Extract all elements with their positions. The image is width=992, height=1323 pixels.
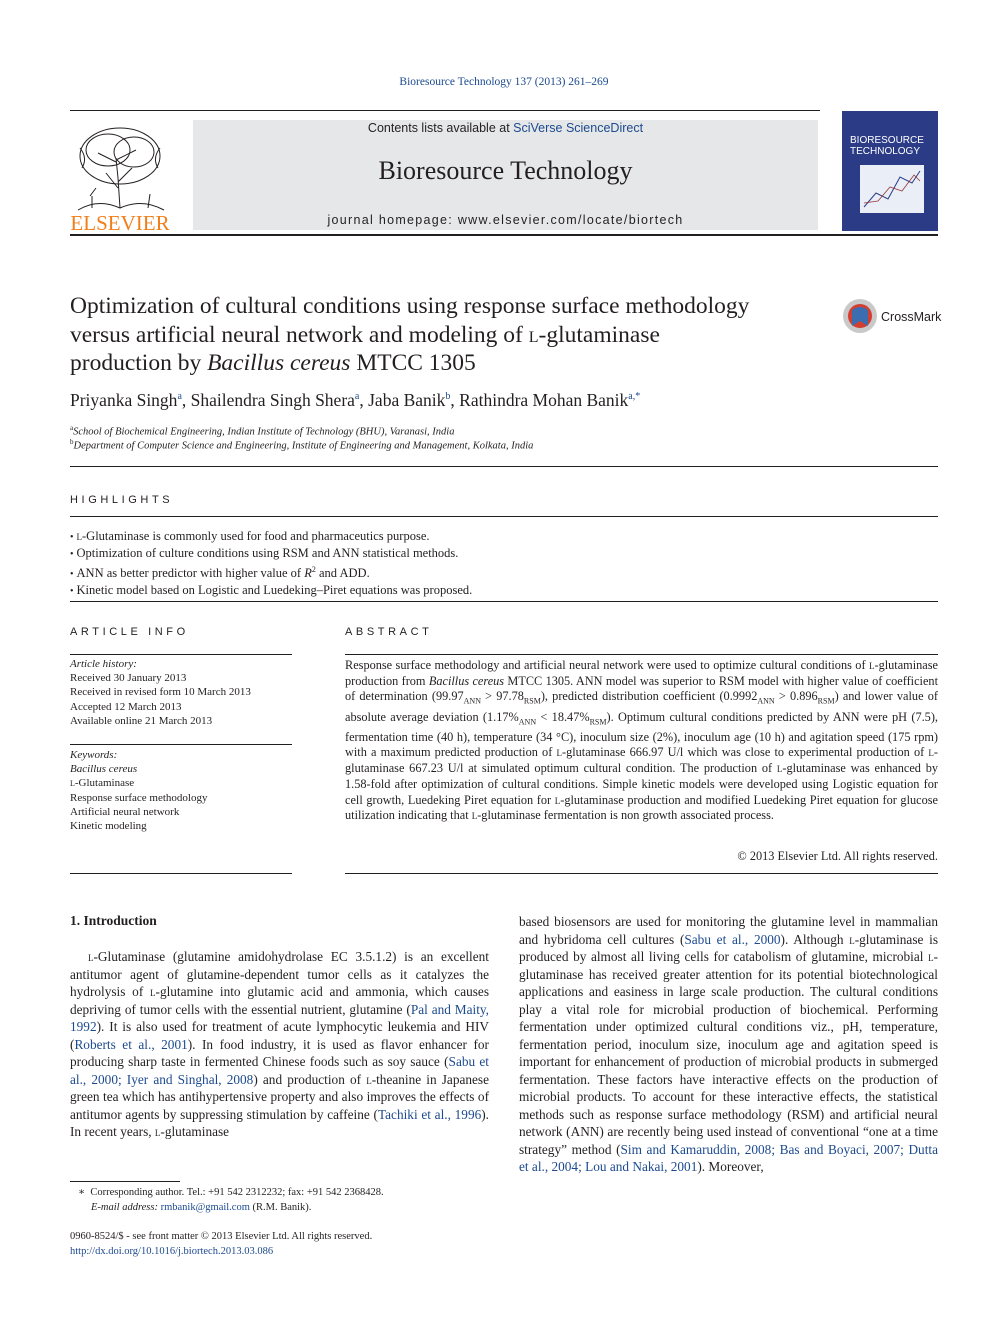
highlight-item [70, 546, 938, 563]
divider [70, 873, 292, 874]
keyword: Kinetic modeling [70, 820, 147, 833]
email-label: E-mail address: [91, 1201, 158, 1213]
affiliation-marker: a [70, 424, 74, 432]
author-affil-marker[interactable]: a,* [628, 391, 641, 403]
history-item: Received in revised form 10 March 2013 [70, 686, 251, 699]
highlight-item [70, 562, 938, 583]
contents-line [193, 121, 818, 135]
cover-title-line2: TECHNOLOGY [850, 146, 921, 157]
highlight-text: and ADD. [315, 566, 370, 581]
doi-link[interactable]: http://dx.doi.org/10.1016/j.biortech.2013.03.086 [70, 1245, 274, 1257]
abstract-text: Response surface methodology and artificial neural network were used to optimize cultural conditions of l-glutaminase production from Bacillus cereus MTCC 1305. ANN model was superior to RSM model with higher value of coefficient of determination $(99.97_{ANN} > 97.78_{RSM})$, predicted distribution coefficient $(0.9992_{ANN} > 0.896_{RSM})$ and lower value of absolute average deviation $(1.17\%_{ANN} < 18.47\%_{RSM})$. Optimum cultural conditions predicted by ANN were pH (7.5), fermentation time (40 h), temperature (34 °C), inoculum size (2%), inoculum age (10 h) and agitation speed (175 rpm) with a maximum predicted production of l-glutaminase 666.97 U/l which was close to experimental production of l-glutaminase 667.23 U/l at simulated optimum cultural condition. The production of l-glutaminase was enhanced by 1.58-fold after optimization of cultural conditions. Simple kinetic models were developed using Logistic equation for cell growth, Luedeking Piret equation for l-glutaminase production and modified Luedeking Piret equation for glucose utilization indicating that l-glutaminase fermentation is non growth associated process. [345, 658, 939, 823]
history-item: Available online 21 March 2013 [70, 714, 213, 727]
author-affil-marker[interactable]: b [445, 391, 451, 403]
affiliation-text: Department of Computer Science and Engineering, Institute of Engineering and Management, Kolkata, India [73, 440, 534, 452]
footnote-text: Corresponding author. Tel.: +91 542 2312232; fax: +91 542 2368428. [90, 1187, 384, 1198]
citation-link[interactable]: Roberts et al., 2001 [74, 1036, 188, 1052]
author-name: Priyanka Singh [70, 390, 178, 410]
corresponding-author-footnote [78, 1186, 498, 1215]
highlight-item [70, 583, 938, 600]
elsevier-wordmark: ELSEVIER [70, 211, 170, 234]
highlights-heading: HIGHLIGHTS [70, 494, 174, 506]
article-info-heading: ARTICLE INFO [70, 626, 189, 638]
email-link[interactable]: rmbanik@gmail.com [160, 1201, 250, 1213]
copyright-notice: © 2013 Elsevier Ltd. All rights reserved. [737, 849, 938, 863]
article-title [70, 292, 830, 378]
introduction-column-right: based biosensors are used for monitoring the glutamine level in mammalian and hybridoma cell cultures (Sabu et al., 2000). Although l-glutaminase is produced by almost all living cells for catabolism of glutamine, microbial l-glutaminase has received greater attention for its potential biotechnological applications and easiness in large scale production. The cultural conditions play a vital role for microbial production of biochemical. Performing fermentation under optimized cultural conditions viz., pH, temperature, fermentation period, inoculum size, inoculum age and agitation speed is important for enhancement of production of microbial products in submerged fermentation. These factors have interactive effects on the production of microbial products. To account for these interactive effects, the statistical methods such as response surface methodology (RSM) and artificial neural network (ANN) are recently being used instead of conventional “one at a time strategy” method (Sim and Kamaruddin, 2008; Bas and Boyaci, 2007; Dutta et al., 2004; Lou and Nakai, 2001). Moreover, [519, 914, 938, 1174]
issn-footer [70, 1230, 490, 1259]
highlight-item [70, 529, 938, 546]
highlight-symbol: R [304, 566, 312, 581]
divider [70, 654, 292, 655]
highlights-list [70, 529, 938, 600]
title-seg: -glutaminase [538, 321, 660, 348]
history-label: Article history: [70, 658, 137, 670]
journal-citation[interactable]: Bioresource Technology 137 (2013) 261–269 [399, 76, 609, 88]
citation-link[interactable]: Tachiki et al., 1996 [377, 1106, 482, 1122]
elsevier-logo [68, 118, 172, 234]
crossmark-label: CrossMark [881, 310, 942, 324]
keyword [70, 776, 292, 790]
author-affil-marker[interactable]: a [177, 391, 182, 403]
issn-text: 0960-8524/$ - see front matter © 2013 Elsevier Ltd. All rights reserved. [70, 1231, 373, 1242]
history-item: Received 30 January 2013 [70, 672, 187, 685]
highlight-text: ANN as better predictor with higher value of [76, 566, 305, 581]
introduction-column-left: l-Glutaminase (glutamine amidohydrolase EC 3.5.1.2) is an excellent antitumor agent of glutamine-dependent tumor cells as it catalyzes the hydrolysis of l-glutamine into glutamic acid and ammonia, which causes depriving of tumor cells with the essential nutrient, glutamine (Pal and Maity, 1992). It is also used for treatment of acute lymphocytic leukemia and HIV (Roberts et al., 2001). In food industry, it is used as flavor enhancer for producing sharp taste in fermented Chinese foods such as soy sauce (Sabu et al., 2000; Iyer and Singhal, 2008) and production of l-theanine in Japanese green tea which has antihypertensive property and also improves the effects of antitumor agents by suppressing stimulation by caffeine (Tachiki et al., 1996). In recent years, l-glutaminase [70, 949, 490, 1139]
journal-homepage[interactable]: journal homepage: www.elsevier.com/locate/biortech [327, 213, 684, 227]
affiliation-marker: b [70, 438, 74, 446]
title-seg: versus artificial neural network and modeling of [70, 321, 529, 348]
author-name: Shailendra Singh Shera [190, 390, 355, 410]
citation-link[interactable]: Sim and Kamaruddin, 2008; Bas and Boyaci, 2007; Dutta et al., 2004; Lou and Nakai, 2001 [519, 1141, 938, 1174]
journal-name: Bioresource Technology [378, 156, 633, 185]
author-name: Jaba Banik [368, 390, 446, 410]
highlight-text: Kinetic model based on Logistic and Luedeking–Piret equations was proposed. [76, 582, 473, 597]
affiliation-a [70, 424, 454, 438]
author-affil-marker[interactable]: a [354, 391, 360, 403]
divider [345, 873, 938, 874]
crossmark-badge[interactable] [842, 296, 942, 336]
history-item: Accepted 12 March 2013 [70, 700, 182, 713]
keyword: Artificial neural network [70, 805, 180, 818]
title-line-2 [70, 321, 830, 350]
divider [70, 744, 292, 745]
title-seg-smallcaps: l [528, 321, 539, 348]
title-seg: MTCC 1305 [350, 350, 476, 376]
citation-link[interactable]: Sabu et al., 2000 [684, 931, 781, 947]
highlight-text: Optimization of culture conditions using RSM and ANN statistical methods. [76, 545, 459, 560]
abstract-heading: ABSTRACT [345, 626, 433, 638]
keywords-label: Keywords: [70, 749, 118, 761]
section-heading-introduction: 1. Introduction [70, 913, 157, 928]
author-list: Priyanka Singh$^a$, Shailendra Singh Shera$^a$, Jaba Banik$^b$, Rathindra Mohan Banik$^{a,*}$ [70, 390, 641, 410]
divider [70, 516, 938, 517]
highlight-text: -Glutaminase is commonly used for food and pharmaceutics purpose. [82, 529, 430, 543]
divider [70, 466, 938, 467]
journal-cover-thumbnail [842, 111, 938, 231]
author-name: Rathindra Mohan Banik [459, 390, 629, 410]
citation-link[interactable]: Sabu et al., 2000; Iyer and Singhal, 2008 [70, 1054, 490, 1087]
title-line-3 [70, 349, 830, 378]
title-seg-italic: Bacillus cereus [207, 350, 351, 376]
divider [70, 601, 938, 602]
header-rule-bottom [70, 234, 938, 236]
divider [345, 654, 938, 655]
contents-prefix: Contents lists available at [367, 121, 514, 135]
email-suffix: (R.M. Banik). [249, 1201, 312, 1213]
highlight-superscript: 2 [311, 565, 316, 575]
keyword: Bacillus cereus [70, 763, 138, 776]
title-seg: production by [70, 350, 208, 376]
tree-icon [78, 128, 164, 210]
asterisk-marker: ∗ [78, 1187, 91, 1198]
keywords [70, 748, 292, 833]
cover-title-line1: BIORESOURCE [850, 135, 924, 146]
citation-link[interactable]: Pal and Maity, 1992 [70, 1001, 489, 1034]
title-line-1: Optimization of cultural conditions using response surface methodology [70, 293, 750, 319]
header-rule-top [70, 110, 820, 111]
keyword-smallcaps: l [70, 777, 75, 790]
highlight-smallcaps: l [76, 529, 83, 543]
footnote-rule [70, 1181, 180, 1182]
affiliation-text: School of Biochemical Engineering, Indian Institute of Technology (BHU), Varanasi, India [73, 426, 455, 438]
cover-figure [860, 165, 924, 213]
keyword-text: -Glutaminase [74, 777, 135, 790]
affiliation-b [70, 438, 533, 452]
sciencedirect-link[interactable]: SciVerse ScienceDirect [513, 121, 644, 135]
keyword: Response surface methodology [70, 791, 208, 804]
article-history [70, 657, 292, 728]
crossmark-icon [843, 299, 877, 333]
